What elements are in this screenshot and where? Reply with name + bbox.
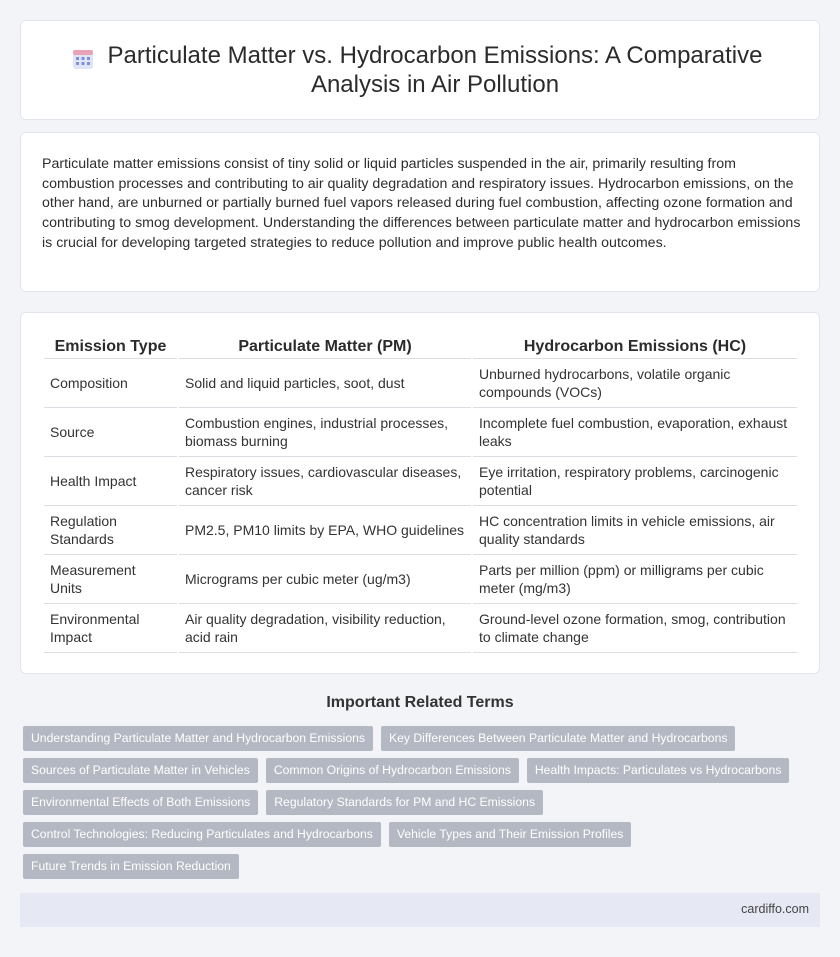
pm-cell: Air quality degradation, visibility reduction, acid rain bbox=[179, 604, 471, 653]
table-row bbox=[44, 555, 797, 604]
row-label: Measurement Units bbox=[44, 555, 177, 604]
footer bbox=[20, 893, 820, 927]
related-term-tag[interactable]: Control Technologies: Reducing Particulates and Hydrocarbons bbox=[23, 822, 381, 847]
related-term-tag[interactable]: Future Trends in Emission Reduction bbox=[23, 854, 239, 879]
intro-paragraph: Particulate matter emissions consist of tiny solid or liquid particles suspended in the air, primarily resulting from combustion processes and contributing to air quality degradation and respiratory issues. Hydrocarbon emissions, on the other hand, are unburned or partially burned fuel vapors released during fuel combustion, affecting ozone formation and contributing to smog development. Understanding the differences between particulate matter and hydrocarbon emissions is crucial for developing targeted strategies to reduce pollution and improve public health outcomes. bbox=[42, 156, 801, 251]
hc-cell: Ground-level ozone formation, smog, contribution to climate change bbox=[473, 604, 797, 653]
related-term-tag[interactable]: Environmental Effects of Both Emissions bbox=[23, 790, 258, 815]
page-title: Particulate Matter vs. Hydrocarbon Emissions: A Comparative Analysis in Air Pollution bbox=[107, 42, 763, 98]
comparison-table-card bbox=[20, 312, 820, 674]
intro-card bbox=[20, 132, 820, 292]
hc-cell: Eye irritation, respiratory problems, carcinogenic potential bbox=[473, 457, 797, 506]
table-row bbox=[44, 457, 797, 506]
related-terms-heading: Important Related Terms bbox=[326, 694, 514, 711]
comparison-table bbox=[42, 333, 799, 653]
table-row bbox=[44, 506, 797, 555]
pm-cell: Solid and liquid particles, soot, dust bbox=[179, 359, 471, 408]
row-label: Regulation Standards bbox=[44, 506, 177, 555]
row-label: Health Impact bbox=[44, 457, 177, 506]
table-row bbox=[44, 604, 797, 653]
column-header-particulate-matter: Particulate Matter (PM) bbox=[179, 333, 471, 359]
hc-cell: Parts per million (ppm) or milligrams per cubic meter (mg/m3) bbox=[473, 555, 797, 604]
related-term-tag[interactable]: Health Impacts: Particulates vs Hydrocarbons bbox=[527, 758, 790, 783]
hc-cell: HC concentration limits in vehicle emissions, air quality standards bbox=[473, 506, 797, 555]
table-row bbox=[44, 359, 797, 408]
row-label: Source bbox=[44, 408, 177, 457]
related-term-tag[interactable]: Key Differences Between Particulate Matter and Hydrocarbons bbox=[381, 726, 736, 751]
table-header-row bbox=[44, 333, 797, 359]
pm-cell: Respiratory issues, cardiovascular diseases, cancer risk bbox=[179, 457, 471, 506]
header-card bbox=[20, 20, 820, 120]
related-term-tag[interactable]: Vehicle Types and Their Emission Profiles bbox=[389, 822, 632, 847]
hc-cell: Unburned hydrocarbons, volatile organic compounds (VOCs) bbox=[473, 359, 797, 408]
column-header-hydrocarbon: Hydrocarbon Emissions (HC) bbox=[473, 333, 797, 359]
row-label: Composition bbox=[44, 359, 177, 408]
footer-site-link[interactable]: cardiffo.com bbox=[741, 902, 809, 916]
pm-cell: Combustion engines, industrial processes, biomass burning bbox=[179, 408, 471, 457]
related-term-tag[interactable]: Sources of Particulate Matter in Vehicles bbox=[23, 758, 258, 783]
hc-cell: Incomplete fuel combustion, evaporation, exhaust leaks bbox=[473, 408, 797, 457]
related-terms-list bbox=[23, 726, 803, 886]
table-row bbox=[44, 408, 797, 457]
row-label: Environmental Impact bbox=[44, 604, 177, 653]
related-term-tag[interactable]: Regulatory Standards for PM and HC Emissions bbox=[266, 790, 543, 815]
pm-cell: PM2.5, PM10 limits by EPA, WHO guidelines bbox=[179, 506, 471, 555]
column-header-emission-type: Emission Type bbox=[44, 333, 177, 359]
related-term-tag[interactable]: Common Origins of Hydrocarbon Emissions bbox=[266, 758, 519, 783]
related-term-tag[interactable]: Understanding Particulate Matter and Hydrocarbon Emissions bbox=[23, 726, 373, 751]
pm-cell: Micrograms per cubic meter (ug/m3) bbox=[179, 555, 471, 604]
